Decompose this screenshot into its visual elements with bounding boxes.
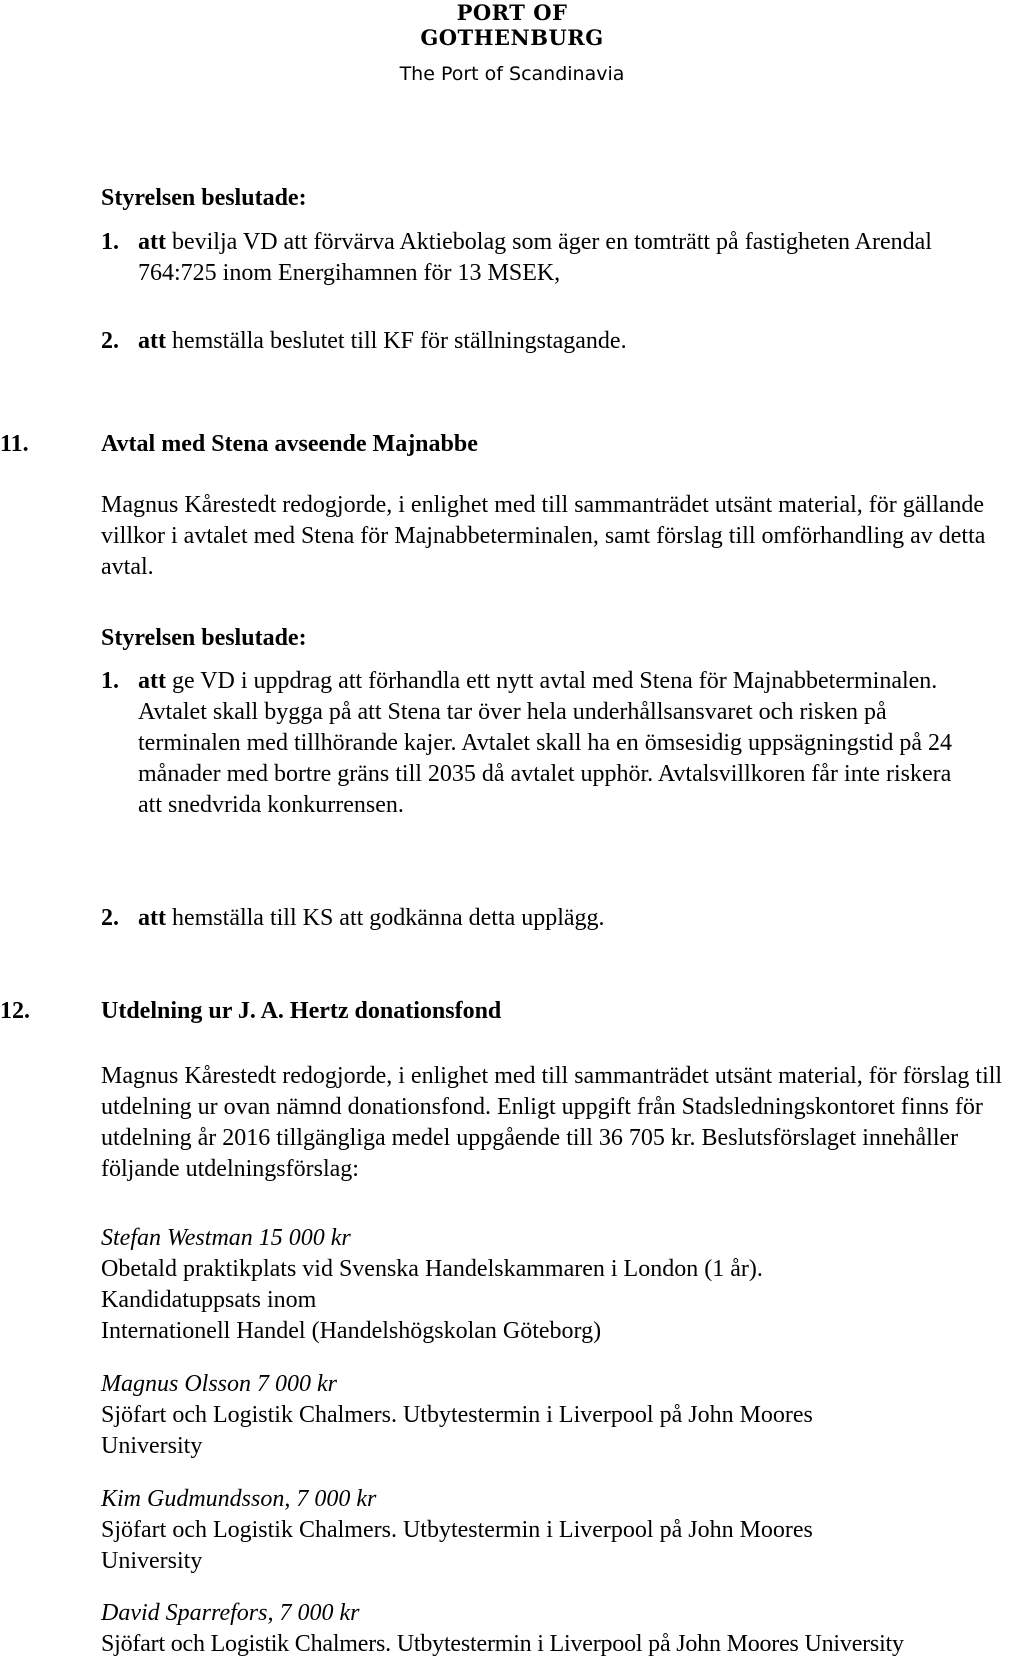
item-text: att bevilja VD att förvärva Aktiebolag som äger en tomträtt på fastigheten Arendal 764:725 inom Energihamnen för 13 MSEK, [138,229,932,286]
logo-tagline: The Port of Scandinavia [399,63,625,85]
section-number: 11. [0,431,29,457]
recipient-name: Magnus Olsson 7 000 kr [101,1371,338,1397]
logo-line-1: PORT OF [456,0,568,25]
decision-label: Styrelsen beslutade: [101,625,307,651]
section-body: Magnus Kårestedt redogjorde, i enlighet med till sammanträdet utsänt material, för förslag till utdelning ur ovan nämnd donationsfond. Enligt uppgift från Stadsledningskontoret finns för utdelning år 2016 tillgängliga medel uppgående till 36 705 kr. Beslutsförslaget innehåller följande utdelningsförslag: [101,1063,1003,1182]
recipient-description: Obetald praktikplats vid Svenska Handelskammaren i London (1 år). [101,1256,763,1282]
recipient-description: Sjöfart och Logistik Chalmers. Utbytestermin i Liverpool på John Moores [101,1517,813,1543]
recipient-description: Sjöfart och Logistik Chalmers. Utbytestermin i Liverpool på John Moores University [101,1631,904,1657]
item-text: att hemställa till KS att godkänna detta upplägg. [138,905,605,931]
recipient-description: Sjöfart och Logistik Chalmers. Utbytestermin i Liverpool på John Moores [101,1402,813,1428]
recipient-name: Stefan Westman 15 000 kr [101,1225,351,1251]
item-text: att hemställa beslutet till KF för ställningstagande. [138,328,627,354]
decision-label: Styrelsen beslutade: [101,185,307,211]
section-number: 12. [0,998,30,1024]
section-body: Magnus Kårestedt redogjorde, i enlighet med till sammanträdet utsänt material, för gällande villkor i avtalet med Stena för Majnabbeterminalen, samt förslag till omförhandling av detta avtal. [101,492,986,580]
recipient-entry [101,1369,1021,1462]
recipient-entry [101,1598,1021,1660]
item-number: 2. [101,328,119,354]
logo-line-2: GOTHENBURG [420,25,604,50]
recipient-name: David Sparrefors, 7 000 kr [101,1600,360,1626]
recipient-name: Kim Gudmundsson, 7 000 kr [101,1486,377,1512]
item-number: 1. [101,668,119,694]
recipient-description: University [101,1548,203,1574]
item-number: 1. [101,229,119,255]
recipient-entry [101,1223,1021,1347]
company-logo [0,0,1024,86]
recipient-description: Internationell Handel (Handelshögskolan Göteborg) [101,1318,602,1344]
section-title: Utdelning ur J. A. Hertz donationsfond [101,998,502,1024]
item-text: att ge VD i uppdrag att förhandla ett nytt avtal med Stena för Majnabbeterminalen. Avtalet skall bygga på att Stena tar över hela underhållsansvaret och risken på terminalen med tillhörande kajer. Avtalet skall ha en ömsesidig uppsägningstid på 24 månader med bortre gräns till 2035 då avtalet upphör. Avtalsvillkoren får inte riskera att snedvrida konkurrensen. [138,668,953,818]
recipient-description: Kandidatuppsats inom [101,1287,317,1313]
item-number: 2. [101,905,119,931]
recipient-entry [101,1484,1021,1577]
section-title: Avtal med Stena avseende Majnabbe [101,431,478,457]
recipient-description: University [101,1433,203,1459]
